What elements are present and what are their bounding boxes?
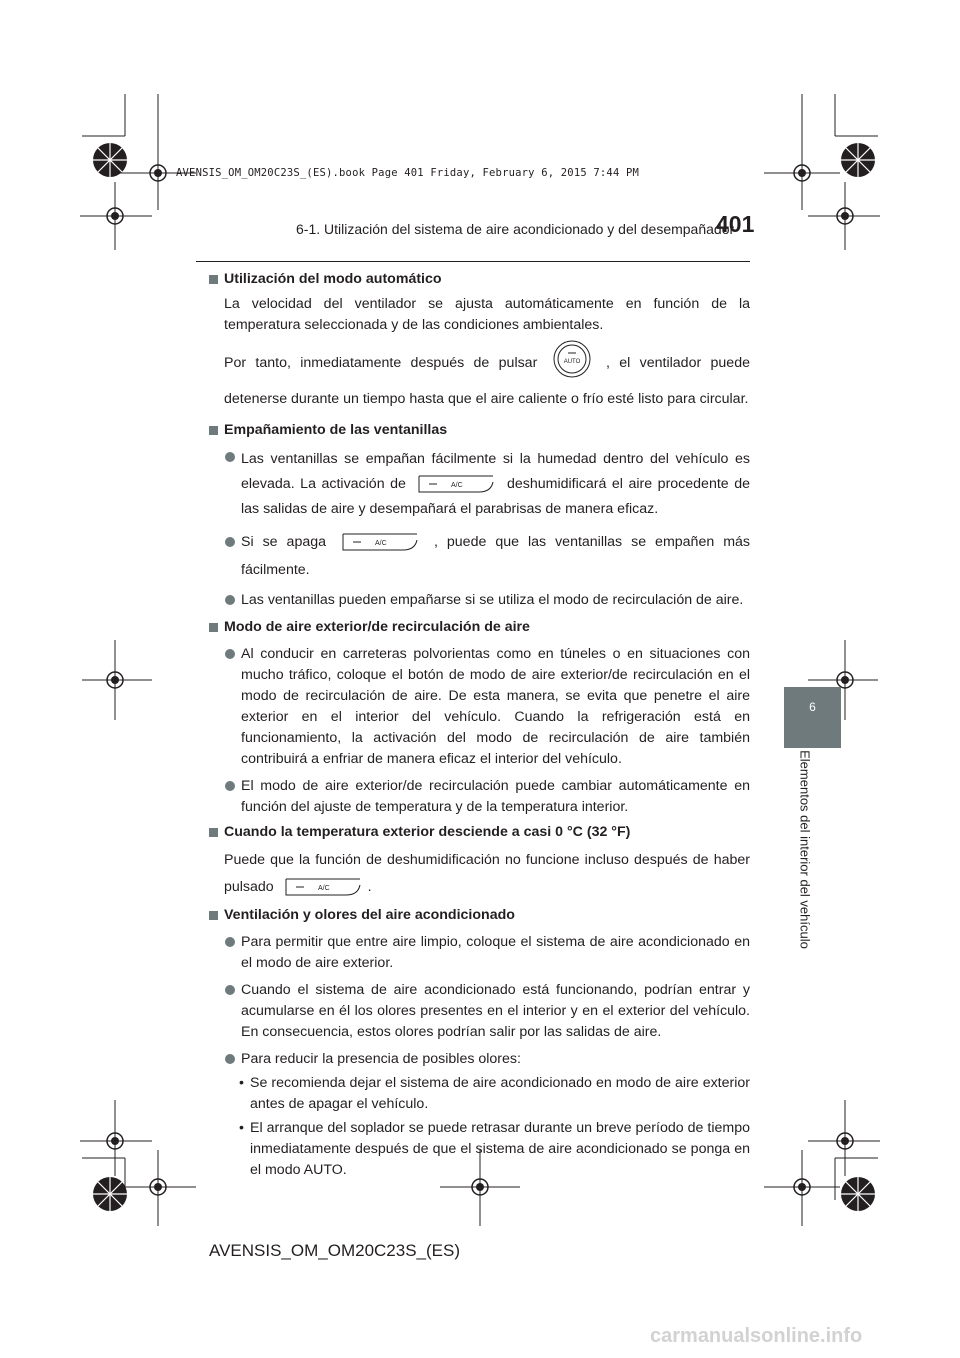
chapter-tab-number: 6 xyxy=(809,700,816,714)
ac-button-icon xyxy=(284,877,362,897)
ac-button-icon xyxy=(341,532,419,552)
page-number: 401 xyxy=(716,211,755,237)
fogging-bullet-2: Si se apaga A/C , puede que las ventanillas se empañen más fácilmente. xyxy=(207,528,750,584)
svg-text:A/C: A/C xyxy=(375,540,387,548)
chapter-tab xyxy=(784,687,841,748)
section-title: 6-1. Utilización del sistema de aire acondicionado y del desempañador xyxy=(296,221,735,237)
header-rule xyxy=(196,261,750,262)
chapter-side-label: Elementos del interior del vehículo xyxy=(797,750,813,949)
document-code: AVENSIS_OM_OM20C23S_(ES) xyxy=(209,1241,460,1260)
svg-text:A/C: A/C xyxy=(317,885,330,893)
heading-odors: Ventilación y olores del aire acondicionado xyxy=(207,905,750,926)
auto-mode-para2: Por tanto, inmediatamente después de pulsar AUTO , el ventilador puede detenerse durante un tiempo hasta que el aire caliente o frío esté listo para circular. xyxy=(207,344,750,416)
heading-square-icon xyxy=(209,275,218,284)
odors-subitem-2: • El arranque del soplador se puede retrasar durante un breve período de tiempo inmediatamente después de que el sistema de aire acondicionado se ponga en el modo AUTO. xyxy=(239,1120,750,1178)
ac-button-icon xyxy=(417,474,495,494)
auto-mode-para1: La velocidad del ventilador se ajusta automáticamente en función de la temperatura seleccionada y de las condiciones ambientales. xyxy=(224,296,750,333)
bullet-dot-icon xyxy=(225,595,235,605)
heading-square-icon xyxy=(209,426,218,435)
fogging-bullet-1: Las ventanillas se empañan fácilmente si la humedad dentro del vehículo es elevada. La activación de A/C deshumidificará el aire procedente de las salidas de aire y desempañará el parabrisas de manera eficaz. xyxy=(207,447,750,522)
bullet-dot-icon xyxy=(225,452,235,462)
recirc-bullet-1: Al conducir en carreteras polvorientas como en túneles o en situaciones con mucho tráfico, coloque el botón de modo de aire exterior/de recirculación en el modo de recirculación de aire. De esta manera, se evita que penetre el aire exterior en el interior del vehículo. Cuando la refrigeración está en funcionamiento, la activación del modo de recirculación de aire también contribuirá a enfriar de manera eficaz el interior del vehículo. xyxy=(207,644,750,770)
subitem-dot-icon: • xyxy=(239,1120,244,1136)
heading-square-icon xyxy=(209,623,218,632)
svg-text:A/C: A/C xyxy=(451,482,464,490)
subitem-dot-icon: • xyxy=(239,1075,244,1091)
heading-recirculation: Modo de aire exterior/de recirculación de aire xyxy=(207,617,750,638)
book-info-line: AVENSIS_OM_OM20C23S_(ES).book Page 401 Friday, February 6, 2015 7:44 PM xyxy=(176,167,640,179)
heading-fogging: Empañamiento de las ventanillas xyxy=(207,420,750,441)
odors-bullet-1: Para permitir que entre aire limpio, coloque el sistema de aire acondicionado en el modo de aire exterior. xyxy=(207,932,750,974)
svg-text:AUTO: AUTO xyxy=(563,359,580,365)
heading-square-icon xyxy=(209,911,218,920)
heading-cold-temperature: Cuando la temperatura exterior desciende a casi 0 °C (32 °F) xyxy=(207,822,750,843)
bullet-dot-icon xyxy=(225,985,235,995)
watermark: carmanualsonline.info xyxy=(650,1325,863,1347)
odors-bullet-2: Cuando el sistema de aire acondicionado está funcionando, podrían entrar y acumularse en él los olores presentes en el interior y en el exterior del vehículo. En consecuencia, estos olores podrían salir por las salidas de aire. xyxy=(207,980,750,1043)
cold-para: Puede que la función de deshumidificación no funcione incluso después de haber pulsado A/C . xyxy=(207,847,750,901)
heading-auto-mode: Utilización del modo automático xyxy=(207,269,750,290)
odors-bullet-3: Para reducir la presencia de posibles olores: xyxy=(207,1049,750,1070)
bullet-dot-icon xyxy=(225,1054,235,1064)
auto-button-icon xyxy=(553,340,591,378)
bullet-dot-icon xyxy=(225,781,235,791)
heading-square-icon xyxy=(209,828,218,837)
bullet-dot-icon xyxy=(225,649,235,659)
bullet-dot-icon xyxy=(225,937,235,947)
odors-subitem-1: • Se recomienda dejar el sistema de aire acondicionado en modo de aire exterior antes de apagar el vehículo. xyxy=(239,1075,750,1112)
recirc-bullet-2: El modo de aire exterior/de recirculación puede cambiar automáticamente en función del ajuste de temperatura y de la temperatura interior. xyxy=(207,776,750,818)
fogging-bullet-3: Las ventanillas pueden empañarse si se utiliza el modo de recirculación de aire. xyxy=(207,590,750,611)
main-content xyxy=(207,265,750,1181)
bullet-dot-icon xyxy=(225,537,235,547)
